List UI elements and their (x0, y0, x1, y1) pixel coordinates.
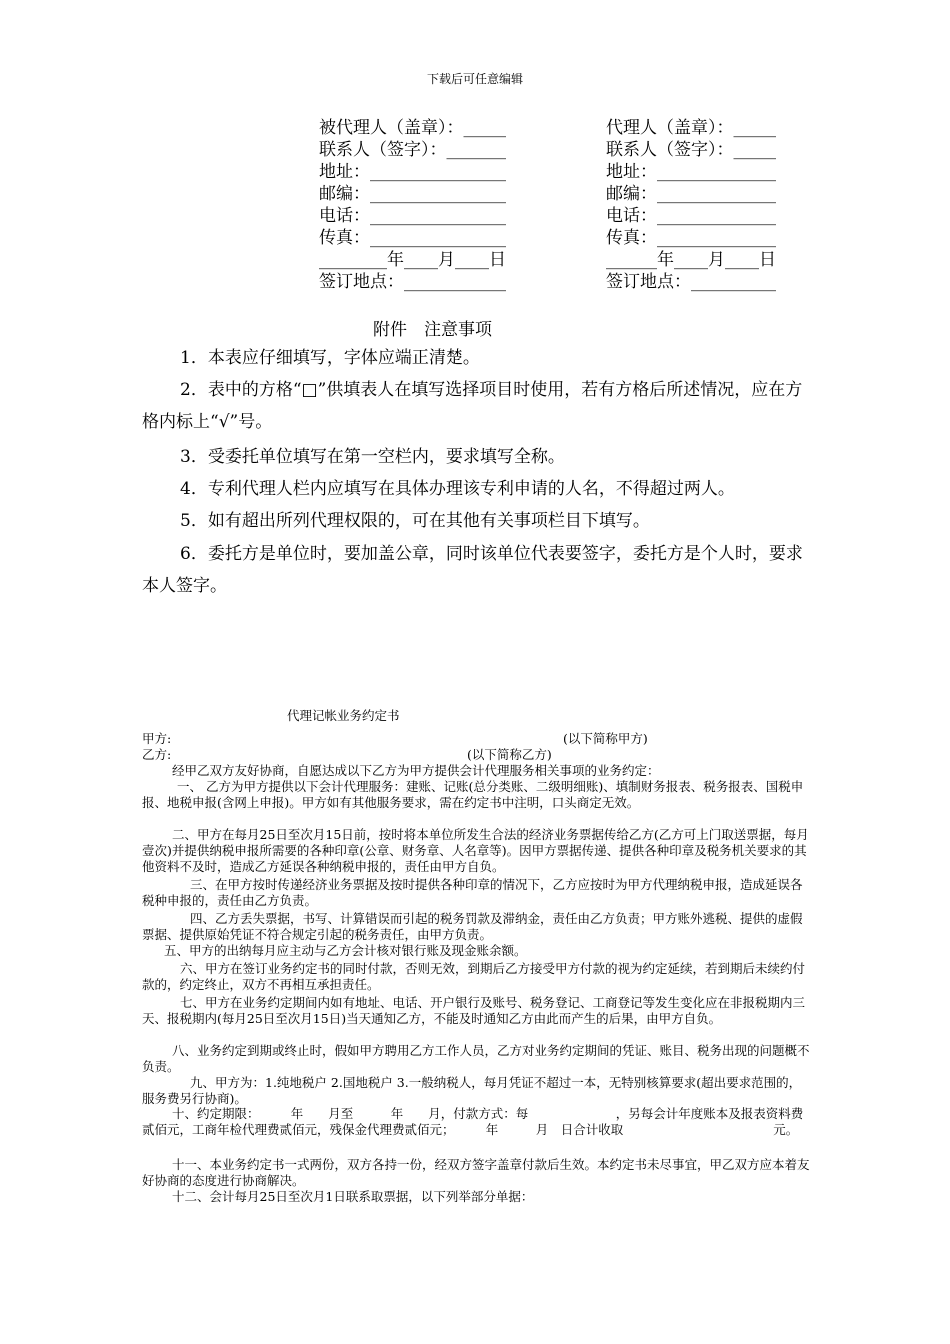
sig-right-line: 签订地点：__________ (606, 272, 776, 292)
party-a-note: (以下简称甲方) (563, 731, 648, 746)
note-item: 5．如有超出所列代理权限的，可在其他有关事项栏目下填写。 (180, 511, 650, 531)
contract-clause: 九、甲方为：1.纯地税户 2.国地税户 3.一般纳税人，每月凭证不超过一本，无特别核算要求(超出要求范围的，服务费另行协商)。 (142, 1075, 802, 1106)
sig-left-line: 签订地点：____________ (319, 272, 506, 292)
contract-clause: 八、业务约定到期或终止时，假如甲方聘用乙方工作人员，乙方对业务约定期间的凭证、账目、税务出现的问题概不负责。 (142, 1043, 810, 1074)
party-a-label: 甲方: (142, 731, 172, 746)
sig-left-line: ________年____月____日 (319, 250, 506, 270)
sig-left-line: 邮编：________________ (319, 184, 506, 204)
sig-left-line: 被代理人（盖章）：_____ (319, 118, 506, 138)
sig-right-line: 地址：______________ (606, 162, 776, 182)
contract-clause: 四、乙方丢失票据，书写、计算错误而引起的税务罚款及滞纳金，责任由乙方负责；甲方账外逃税、提供的虚假票据、提供原始凭证不符合规定引起的税务责任，由甲方负责。 (142, 911, 803, 942)
sig-left-line: 联系人（签字）：_______ (319, 140, 506, 160)
sig-right-line: 联系人（签字）：_____ (606, 140, 776, 160)
contract-clause: 十一、本业务约定书一式两份，双方各持一份，经双方签字盖章付款后生效。本约定书未尽事宜，甲乙双方应本着友好协商的态度进行协商解决。 (142, 1157, 810, 1188)
contract-intro: 经甲乙双方友好协商，自愿达成以下乙方为甲方提供会计代理服务相关事项的业务约定： (172, 763, 660, 778)
note-item: 2．表中的方格“□”供填表人在填写选择项目时使用，若有方格后所述情况，应在方格内标上“√”号。 (142, 380, 803, 432)
sig-right-line: 电话：______________ (606, 206, 776, 226)
contract-clause: 六、甲方在签订业务约定书的同时付款，否则无效，到期后乙方接受甲方付款的视为约定延续，若到期后未续约付款的，约定终止，双方不再相互承担责任。 (142, 961, 806, 992)
contract-clause: 二、甲方在每月25日至次月15日前，按时将本单位所发生合法的经济业务票据传给乙方(乙方可上门取送票据，每月壹次)并提供纳税申报所需要的各种印章(公章、财务章、人名章等)。因甲方票据传递、提供各种印章及税务机关要求的其他资料不及时，造成乙方延误各种纳税申报的，责任由甲方自负。 (142, 827, 809, 874)
signature-right (606, 117, 776, 293)
note-item: 3．受委托单位填写在第一空栏内，要求填写全称。 (180, 447, 565, 467)
note-item: 6．委托方是单位时，要加盖公章，同时该单位代表要签字，委托方是个人时，要求本人签字。 (142, 544, 803, 596)
sig-left-line: 电话：________________ (319, 206, 506, 226)
page-header: 下载后可任意编辑 (426, 72, 523, 86)
party-b-note: (以下简称乙方) (467, 747, 552, 762)
sig-right-line: ______年____月____日 (606, 250, 776, 270)
sig-right-line: 代理人（盖章）：_____ (606, 118, 776, 138)
contract-clause: 三、在甲方按时传递经济业务票据及按时提供各种印章的情况下，乙方应按时为甲方代理纳税申报，造成延误各税种申报的，责任由乙方负责。 (142, 877, 803, 908)
contract-clause: 十、约定期限： 年 月至 年 月，付款方式：每 ，另每会计年度账本及报表资料费贰佰元，工商年检代理费贰佰元，残保金代理费贰佰元； 年 月 日合计收取 元。 (142, 1106, 804, 1137)
signature-left (319, 117, 506, 293)
contract-title: 代理记帐业务约定书 (287, 708, 400, 723)
contract-clause: 七、甲方在业务约定期间内如有地址、电话、开户银行及账号、税务登记、工商登记等发生变化应在非报税期内三天、报税期内(每月25日至次月15日)当天通知乙方，不能及时通知乙方由此而产生的后果，由甲方自负。 (142, 995, 806, 1026)
note-item: 1．本表应仔细填写，字体应端正清楚。 (180, 348, 480, 368)
sig-right-line: 邮编：______________ (606, 184, 776, 204)
contract-clause: 十二、会计每月25日至次月1日联系取票据，以下列举部分单据： (172, 1189, 534, 1204)
note-item: 4．专利代理人栏内应填写在具体办理该专利申请的人名，不得超过两人。 (180, 479, 735, 499)
contract-clause: 一、 乙方为甲方提供以下会计代理服务：建账、记账(总分类账、二级明细账)、填制财务报表、税务报表、国税申报、地税申报(含网上申报)。甲方如有其他服务要求，需在约定书中注明，口头商定无效。 (142, 779, 804, 810)
sig-left-line: 地址：________________ (319, 162, 506, 182)
party-b-label: 乙方: (142, 747, 172, 762)
notes-title: 附件 注意事项 (373, 320, 492, 340)
sig-right-line: 传真：______________ (606, 228, 776, 248)
sig-left-line: 传真：________________ (319, 228, 506, 248)
contract-clause: 五、甲方的出纳每月应主动与乙方会计核对银行账及现金账余额。 (164, 943, 527, 958)
